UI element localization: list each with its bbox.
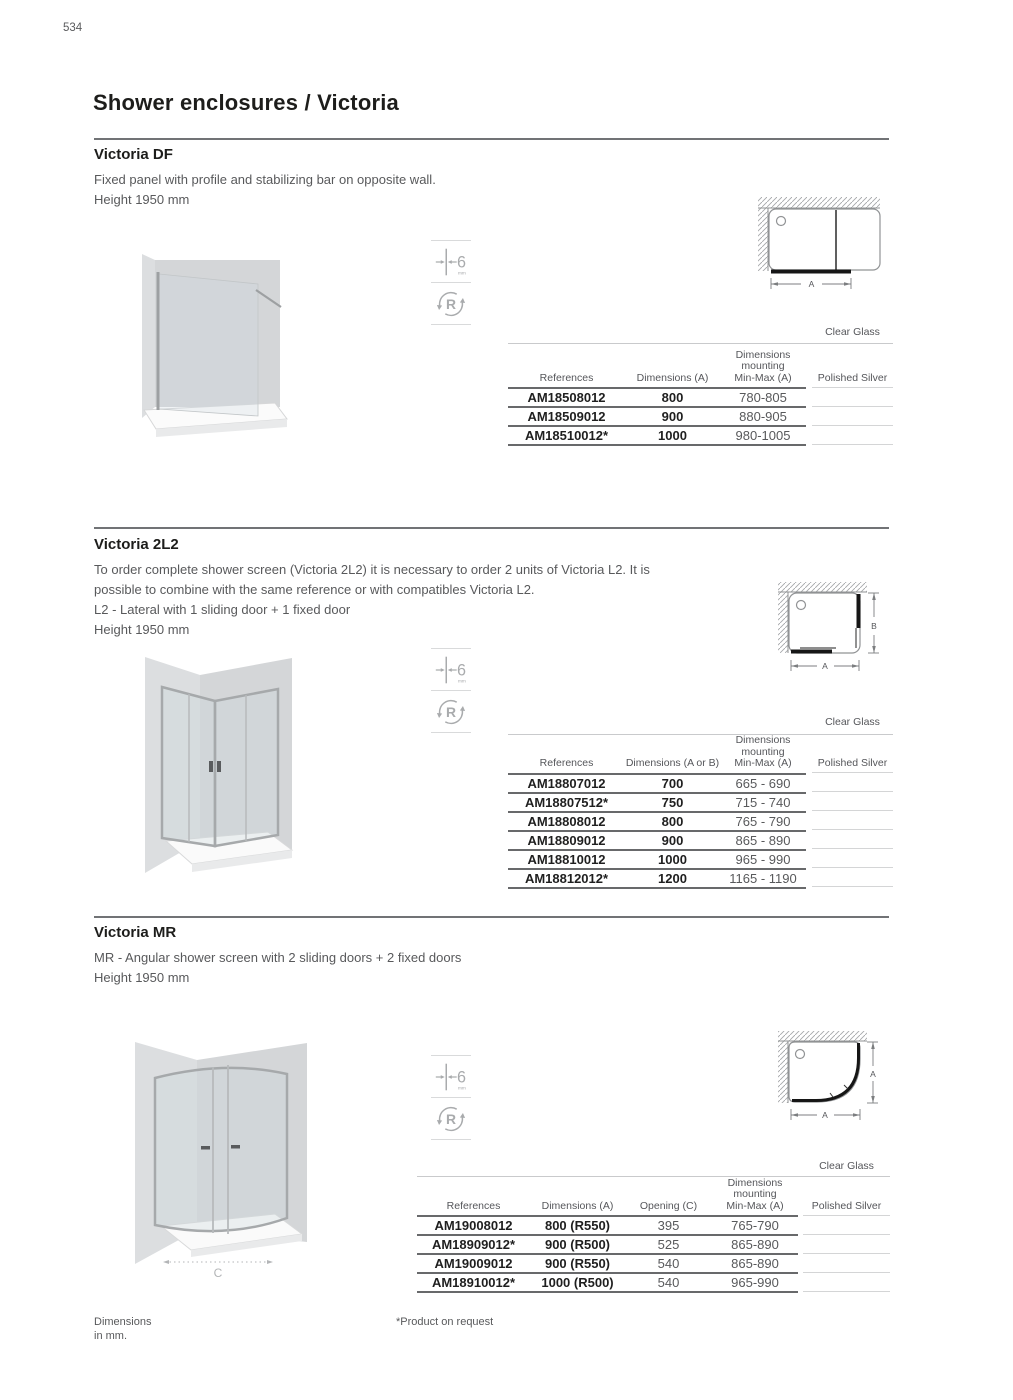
- minmax-cell: 880-905: [720, 407, 806, 426]
- finish-cell: [803, 1273, 890, 1292]
- reversible-icon: [431, 691, 471, 732]
- product-feature-icons: [431, 648, 471, 733]
- spec-table-victoria-df: [508, 343, 893, 446]
- section-description: MR - Angular shower screen with 2 sliding doors + 2 fixed doors: [94, 950, 462, 965]
- table-row: [417, 1235, 798, 1254]
- dimensions-table: [508, 344, 806, 446]
- dimension-a-horizontal: [791, 1109, 860, 1120]
- minmax-cell: 865-890: [712, 1235, 798, 1254]
- reference-cell: AM18807512*: [508, 793, 625, 812]
- diagram-width-label: A: [822, 1110, 828, 1120]
- wall-hatch-left: [758, 208, 768, 271]
- minmax-cell: 780-805: [720, 388, 806, 407]
- footer-dimensions-line1: Dimensions: [94, 1316, 152, 1328]
- finish-cell: [812, 388, 893, 407]
- minmax-cell: 865 - 890: [720, 831, 806, 850]
- dimensions-table: [417, 1177, 798, 1293]
- reference-cell: AM18810012: [508, 850, 625, 869]
- reversible-icon: [431, 1098, 471, 1139]
- glass-type-label: Clear Glass: [825, 326, 880, 338]
- reference-cell: AM19008012: [417, 1216, 530, 1235]
- finish-column: [812, 735, 893, 887]
- table-row: [417, 1254, 798, 1273]
- height-note: Height 1950 mm: [94, 970, 190, 985]
- reference-cell: AM18508012: [508, 388, 625, 407]
- spec-table-victoria-2l2: [508, 734, 893, 889]
- col-references: References: [508, 735, 625, 774]
- page-number: 534: [63, 22, 83, 34]
- thickness-value: 6: [456, 1068, 466, 1087]
- finish-cell: [812, 811, 893, 830]
- glass-thickness-icon: [431, 649, 471, 690]
- icon-divider: [431, 732, 471, 733]
- product-photo-victoria-2l2: [140, 645, 300, 890]
- table-row: [508, 812, 806, 831]
- door-handle: [231, 1145, 240, 1149]
- minmax-cell: 980-1005: [720, 426, 806, 445]
- opening-cell: 540: [625, 1273, 712, 1292]
- r-circular-arrows-icon: [433, 286, 469, 322]
- section-divider: [94, 527, 889, 529]
- curved-glass-enclosure: [155, 1068, 287, 1231]
- table-row: [417, 1216, 798, 1235]
- dimension-a-vertical: [867, 1042, 878, 1103]
- col-mounting: [720, 344, 806, 388]
- wall-hatch-top: [778, 582, 867, 592]
- header-row: [508, 735, 806, 774]
- col-references: References: [508, 344, 625, 388]
- table-row: [417, 1273, 798, 1292]
- wall-hatch-left: [778, 1041, 788, 1103]
- finish-cell: [812, 773, 893, 792]
- r-letter: R: [445, 1110, 457, 1127]
- col-mounting-line: Dimensions: [735, 734, 791, 746]
- spec-table-victoria-mr: [417, 1176, 890, 1293]
- product-photo-victoria-mr: [125, 1028, 340, 1278]
- reference-cell: AM18510012*: [508, 426, 625, 445]
- section-description: L2 - Lateral with 1 sliding door + 1 fixed door: [94, 602, 351, 617]
- shower-tray-plan: [769, 209, 880, 270]
- page-title: Shower enclosures / Victoria: [93, 90, 399, 115]
- finish-cell: [812, 849, 893, 868]
- reference-cell: AM18809012: [508, 831, 625, 850]
- technical-diagram-victoria-2l2: [770, 578, 905, 678]
- reference-cell: AM18807012: [508, 774, 625, 793]
- dimension-cell: 1000: [625, 850, 720, 869]
- col-mounting-line: Min-Max (A): [726, 1199, 784, 1212]
- minmax-cell: 865-890: [712, 1254, 798, 1273]
- minmax-cell: 665 - 690: [720, 774, 806, 793]
- drain: [796, 1050, 805, 1059]
- section-description: Fixed panel with profile and stabilizing bar on opposite wall.: [94, 172, 436, 187]
- col-dimensions: Dimensions (A or B): [625, 735, 720, 774]
- dimension-cell: 800 (R550): [530, 1216, 625, 1235]
- col-mounting-line: Min-Max (A): [734, 757, 792, 769]
- glass-thickness-icon: [431, 241, 471, 282]
- opening-cell: 540: [625, 1254, 712, 1273]
- table-row: [508, 831, 806, 850]
- left-wall: [142, 254, 155, 418]
- glass-thickness-6mm-icon: [432, 652, 470, 688]
- footer-product-note: *Product on request: [396, 1316, 494, 1328]
- dimension-a: [771, 278, 851, 289]
- section-heading-victoria-2l2: Victoria 2L2: [94, 536, 179, 553]
- diagram-depth-label: A: [870, 1069, 876, 1079]
- dimension-cell: 900: [625, 831, 720, 850]
- finish-cell: [812, 426, 893, 445]
- table-row: [508, 407, 806, 426]
- finish-column: [812, 344, 893, 445]
- reference-cell: AM18910012*: [417, 1273, 530, 1292]
- r-letter: R: [445, 703, 457, 720]
- door-handle: [217, 761, 221, 772]
- opening-cell: 525: [625, 1235, 712, 1254]
- diagram-depth-label: B: [871, 621, 877, 631]
- product-feature-icons: [431, 240, 471, 325]
- col-mounting: [712, 1177, 798, 1216]
- height-note: Height 1950 mm: [94, 192, 190, 207]
- finish-cell: [803, 1216, 890, 1235]
- thickness-value: 6: [456, 253, 466, 272]
- finish-column: [803, 1177, 890, 1292]
- section-heading-victoria-mr: Victoria MR: [94, 924, 177, 941]
- finish-cell: [812, 830, 893, 849]
- minmax-cell: 1165 - 1190: [720, 869, 806, 888]
- finish-column-header: Polished Silver: [812, 735, 893, 773]
- reference-cell: AM18909012*: [417, 1235, 530, 1254]
- section-description: possible to combine with the same reference or with compatibles Victoria L2.: [94, 582, 535, 597]
- dimension-c: [163, 1260, 273, 1278]
- r-circular-arrows-icon: [433, 694, 469, 730]
- finish-cell: [812, 868, 893, 887]
- section-divider: [94, 916, 889, 918]
- reference-cell: AM18808012: [508, 812, 625, 831]
- col-mounting-line: Min-Max (A): [734, 371, 792, 384]
- header-row: [508, 344, 806, 388]
- reference-cell: AM18812012*: [508, 869, 625, 888]
- col-mounting-line: mounting: [733, 1188, 777, 1200]
- dimension-cell: 700: [625, 774, 720, 793]
- product-photo-victoria-df: [140, 250, 295, 445]
- finish-cell: [812, 407, 893, 426]
- door-handle: [201, 1146, 210, 1150]
- glass-type-label: Clear Glass: [819, 1160, 874, 1172]
- header-row: [417, 1177, 798, 1216]
- product-dim-c-label: C: [213, 1266, 223, 1278]
- glass-panel: [159, 274, 258, 416]
- dimensions-table: [508, 735, 806, 889]
- glass-thickness-6mm-icon: [432, 244, 470, 280]
- dimension-cell: 750: [625, 793, 720, 812]
- section-heading-victoria-df: Victoria DF: [94, 146, 173, 163]
- table-row: [508, 850, 806, 869]
- reference-cell: AM19009012: [417, 1254, 530, 1273]
- technical-diagram-victoria-mr: [770, 1025, 905, 1130]
- icon-divider: [431, 324, 471, 325]
- dimension-cell: 900 (R550): [530, 1254, 625, 1273]
- col-opening: Opening (C): [625, 1177, 712, 1216]
- r-letter: R: [445, 295, 457, 312]
- finish-cell: [803, 1254, 890, 1273]
- dimension-a: [791, 660, 859, 671]
- section-description: To order complete shower screen (Victoria 2L2) it is necessary to order 2 units of Victoria L2. It is: [94, 562, 650, 577]
- opening-cell: 395: [625, 1216, 712, 1235]
- drain: [797, 601, 806, 610]
- wall-hatch-left: [778, 592, 788, 653]
- col-dimensions: Dimensions (A): [530, 1177, 625, 1216]
- minmax-cell: 715 - 740: [720, 793, 806, 812]
- table-row: [508, 388, 806, 407]
- glass-thickness-6mm-icon: [432, 1059, 470, 1095]
- dimension-cell: 900 (R500): [530, 1235, 625, 1254]
- table-row: [508, 869, 806, 888]
- col-mounting: [720, 735, 806, 774]
- glass-thickness-icon: [431, 1056, 471, 1097]
- height-note: Height 1950 mm: [94, 622, 190, 637]
- glass-type-label: Clear Glass: [825, 716, 880, 728]
- footer-dimensions-note: [94, 1315, 151, 1343]
- section-divider: [94, 138, 889, 140]
- icon-divider: [431, 1139, 471, 1140]
- product-feature-icons: [431, 1055, 471, 1140]
- col-mounting-line: Dimensions: [727, 1176, 783, 1189]
- finish-column-header: Polished Silver: [803, 1177, 890, 1216]
- col-dimensions: Dimensions (A): [625, 344, 720, 388]
- wall-hatch-top: [778, 1031, 867, 1041]
- minmax-cell: 965-990: [712, 1273, 798, 1292]
- dimension-cell: 1200: [625, 869, 720, 888]
- col-mounting-line: mounting: [741, 745, 785, 758]
- dimension-b: [868, 593, 879, 653]
- minmax-cell: 965 - 990: [720, 850, 806, 869]
- thickness-unit: mm: [457, 678, 466, 684]
- col-mounting-line: mounting: [741, 360, 785, 372]
- footer-dimensions-line2: in mm.: [94, 1330, 127, 1342]
- col-references: References: [417, 1177, 530, 1216]
- reference-cell: AM18509012: [508, 407, 625, 426]
- technical-diagram-victoria-df: [752, 192, 897, 292]
- wall-hatch-top: [758, 197, 880, 208]
- door-handle: [209, 761, 213, 772]
- diagram-width-label: A: [808, 279, 815, 289]
- table-row: [508, 774, 806, 793]
- finish-cell: [803, 1235, 890, 1254]
- minmax-cell: 765 - 790: [720, 812, 806, 831]
- dimension-cell: 800: [625, 812, 720, 831]
- finish-column-header: Polished Silver: [812, 344, 893, 388]
- thickness-unit: mm: [457, 1085, 466, 1091]
- dimension-cell: 900: [625, 407, 720, 426]
- reversible-icon: [431, 283, 471, 324]
- table-row: [508, 426, 806, 445]
- finish-cell: [812, 792, 893, 811]
- thickness-unit: mm: [457, 270, 466, 276]
- table-row: [508, 793, 806, 812]
- thickness-value: 6: [456, 661, 466, 680]
- col-mounting-line: Dimensions: [735, 348, 791, 361]
- r-circular-arrows-icon: [433, 1101, 469, 1137]
- dimension-cell: 1000: [625, 426, 720, 445]
- minmax-cell: 765-790: [712, 1216, 798, 1235]
- dimension-cell: 1000 (R500): [530, 1273, 625, 1292]
- dimension-cell: 800: [625, 388, 720, 407]
- drain: [777, 217, 786, 226]
- diagram-width-label: A: [822, 661, 828, 671]
